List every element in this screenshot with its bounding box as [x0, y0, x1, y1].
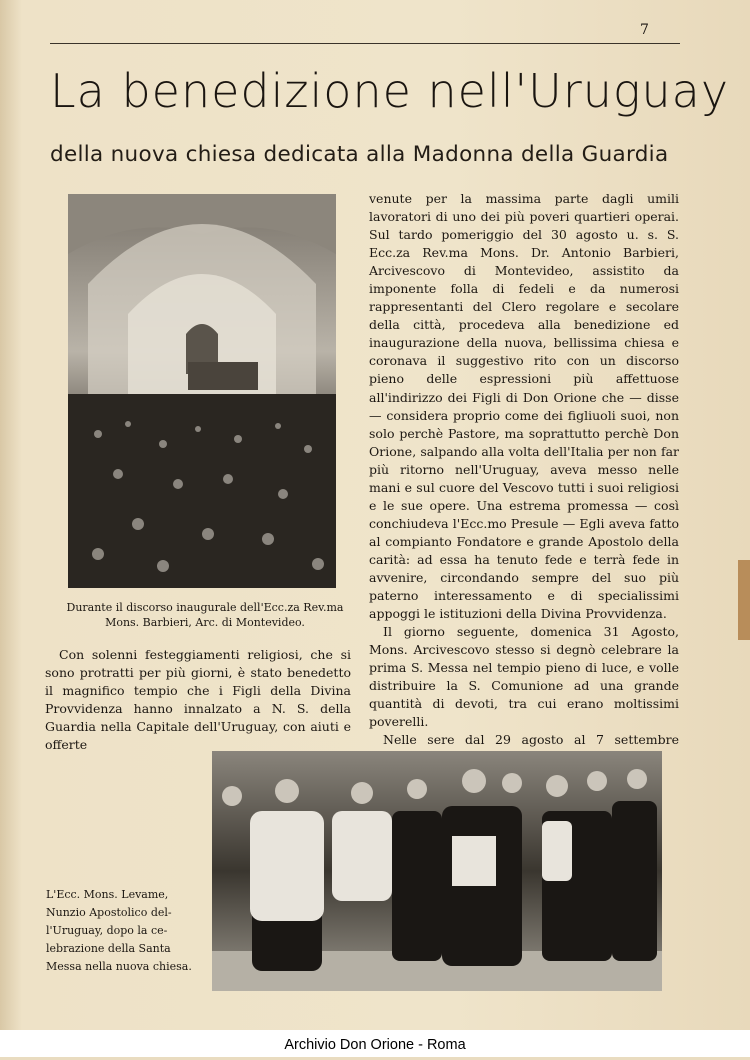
church-interior-photo	[68, 194, 336, 588]
article-subtitle: della nuova chiesa dedicata alla Madonna della Guardia	[50, 142, 669, 167]
article-title: La benedizione nell'Uruguay	[50, 64, 730, 118]
binding-edge	[738, 560, 750, 640]
archive-footer: Archivio Don Orione - Roma	[0, 1030, 750, 1057]
header-rule	[50, 43, 680, 44]
photo-caption-top: Durante il discorso inaugurale dell'Ecc.za Rev.ma Mons. Barbieri, Arc. di Montevideo.	[66, 601, 344, 629]
page-number: 7	[640, 22, 649, 38]
photo-caption-bottom: L'Ecc. Mons. Levame, Nunzio Apostolico del- l'Uruguay, dopo la ce- lebrazione della Santa Messa nella nuova chiesa.	[46, 888, 192, 973]
church-interior-illustration	[68, 194, 336, 588]
group-photo	[212, 751, 662, 991]
article-column-left	[45, 646, 351, 754]
group-photo-illustration	[212, 751, 662, 991]
article-paragraph: venute per la massima parte dagli umili lavoratori di uno dei più poveri quartieri operai. Sul tardo pomeriggio del 30 agosto u. s. S. Ecc.za Rev.ma Mons. Dr. Antonio Barbieri, Arcivescovo di Montevideo, assistito da imponente folla di fedeli e da numerosi rappresentanti del Clero regolare e secolare della città, procedeva alla benedizione ed inaugurazione della nuova, bellissima chiesa e coronava il suggestivo rito con un discorso pieno delle espressioni più affettuose all'indirizzo dei Figli di Don Orione che — disse — considera proprio come dei figliuoli suoi, non solo perchè Pastore, ma soprattutto perchè Don Orione, salpando alla volta dell'Italia per non far più ritorno nell'Uruguay, aveva messo nelle mani e sul cuore del Vescovo tutti i suoi religiosi e le sue opere. Una estrema promessa — così conchiudeva l'Ecc.mo Presule — Egli aveva fatto al compianto Fondatore e grande Apostolo della carità: ad essa ha tenuto fede e terrà fede in avvenire, circondando sempre del suo più paterno interessamento e di specialissimi appoggi le istituzioni della Divina Provvidenza.	[369, 191, 679, 622]
article-paragraph: Con solenni festeggiamenti religiosi, che si sono protratti per più giorni, è stato benedetto il magnifico tempio che i Figli della Divina Provvidenza hanno innalzato a N. S. della Guardia nella Capitale dell'Uruguay, con aiuti e offerte	[45, 647, 351, 753]
article-paragraph: Nelle sere dal 29 agosto al 7 settembre	[383, 732, 679, 748]
article-column-right	[369, 190, 679, 768]
article-paragraph: Il giorno seguente, domenica 31 Agosto, Mons. Arcivescovo stesso si degnò celebrare la prima S. Messa nel tempio pieno di luce, e volle distribuire la S. Comunione ad una grande quantità di devoti, tra cui erano moltissimi poverelli.	[369, 624, 679, 730]
